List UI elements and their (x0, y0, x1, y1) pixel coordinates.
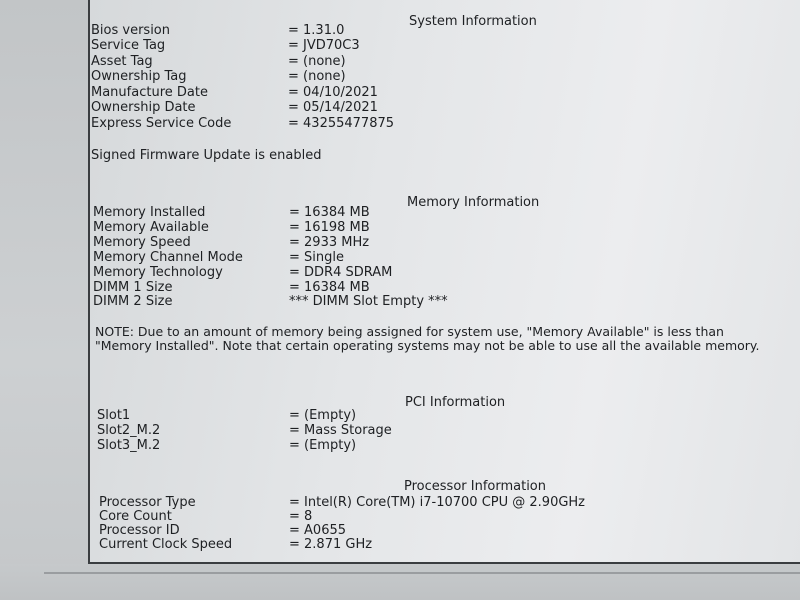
row-value: = JVD70C3 (288, 38, 360, 53)
row-label: Processor Type (99, 495, 196, 510)
row-label: Processor ID (99, 523, 180, 538)
row-label: Express Service Code (91, 116, 232, 131)
row-value: = (Empty) (289, 438, 357, 453)
bottom-divider (44, 572, 800, 574)
memory-information-title: Memory Information (407, 195, 540, 210)
row-value: = 16198 MB (289, 220, 370, 235)
row-label: Ownership Date (91, 100, 196, 115)
row-label: Core Count (99, 509, 172, 524)
row-label: Current Clock Speed (99, 537, 233, 552)
row-value: = 16384 MB (289, 280, 370, 295)
row-label: DIMM 1 Size (93, 280, 173, 295)
pci-information-title: PCI Information (405, 395, 506, 410)
row-label: Bios version (91, 23, 171, 38)
row-value: = 43255477875 (288, 116, 395, 131)
row-value: = (none) (288, 69, 346, 84)
firmware-status-text: Signed Firmware Update is enabled (91, 148, 322, 163)
row-value: = 04/10/2021 (288, 85, 378, 100)
memory-note: NOTE: Due to an amount of memory being assigned for system use, "Memory Available" is less than "Memory Installed". Note that certain operating systems may not be able to use all the available memory. (95, 324, 760, 353)
row-value: = Intel(R) Core(TM) i7-10700 CPU @ 2.90GHz (289, 495, 586, 510)
row-value: *** DIMM Slot Empty *** (289, 294, 448, 309)
row-value: = 05/14/2021 (288, 100, 378, 115)
row-label: DIMM 2 Size (93, 294, 173, 309)
row-value: = (Empty) (289, 408, 357, 423)
row-label: Service Tag (91, 38, 166, 53)
row-label: Memory Speed (93, 235, 191, 250)
row-label: Manufacture Date (91, 85, 208, 100)
row-label: Slot1 (97, 408, 131, 423)
system-information-title: System Information (409, 14, 537, 29)
bottom-area (0, 564, 800, 600)
row-label: Memory Channel Mode (93, 250, 243, 265)
row-value: = 2.871 GHz (289, 537, 373, 552)
row-value: = (none) (288, 54, 346, 69)
row-label: Asset Tag (91, 54, 153, 69)
row-label: Memory Installed (93, 205, 206, 220)
row-value: = 8 (289, 509, 313, 524)
row-label: Slot3_M.2 (97, 438, 161, 453)
row-value: = Single (289, 250, 344, 265)
row-label: Memory Available (93, 220, 209, 235)
row-value: = DDR4 SDRAM (289, 265, 393, 280)
row-label: Memory Technology (93, 265, 223, 280)
row-value: = Mass Storage (289, 423, 392, 438)
row-value: = 16384 MB (289, 205, 370, 220)
row-label: Slot2_M.2 (97, 423, 161, 438)
sidebar-strip (0, 0, 88, 600)
row-value: = 2933 MHz (289, 235, 370, 250)
row-value: = 1.31.0 (288, 23, 345, 38)
row-value: = A0655 (289, 523, 347, 538)
processor-information-title: Processor Information (404, 479, 546, 494)
row-label: Ownership Tag (91, 69, 187, 84)
